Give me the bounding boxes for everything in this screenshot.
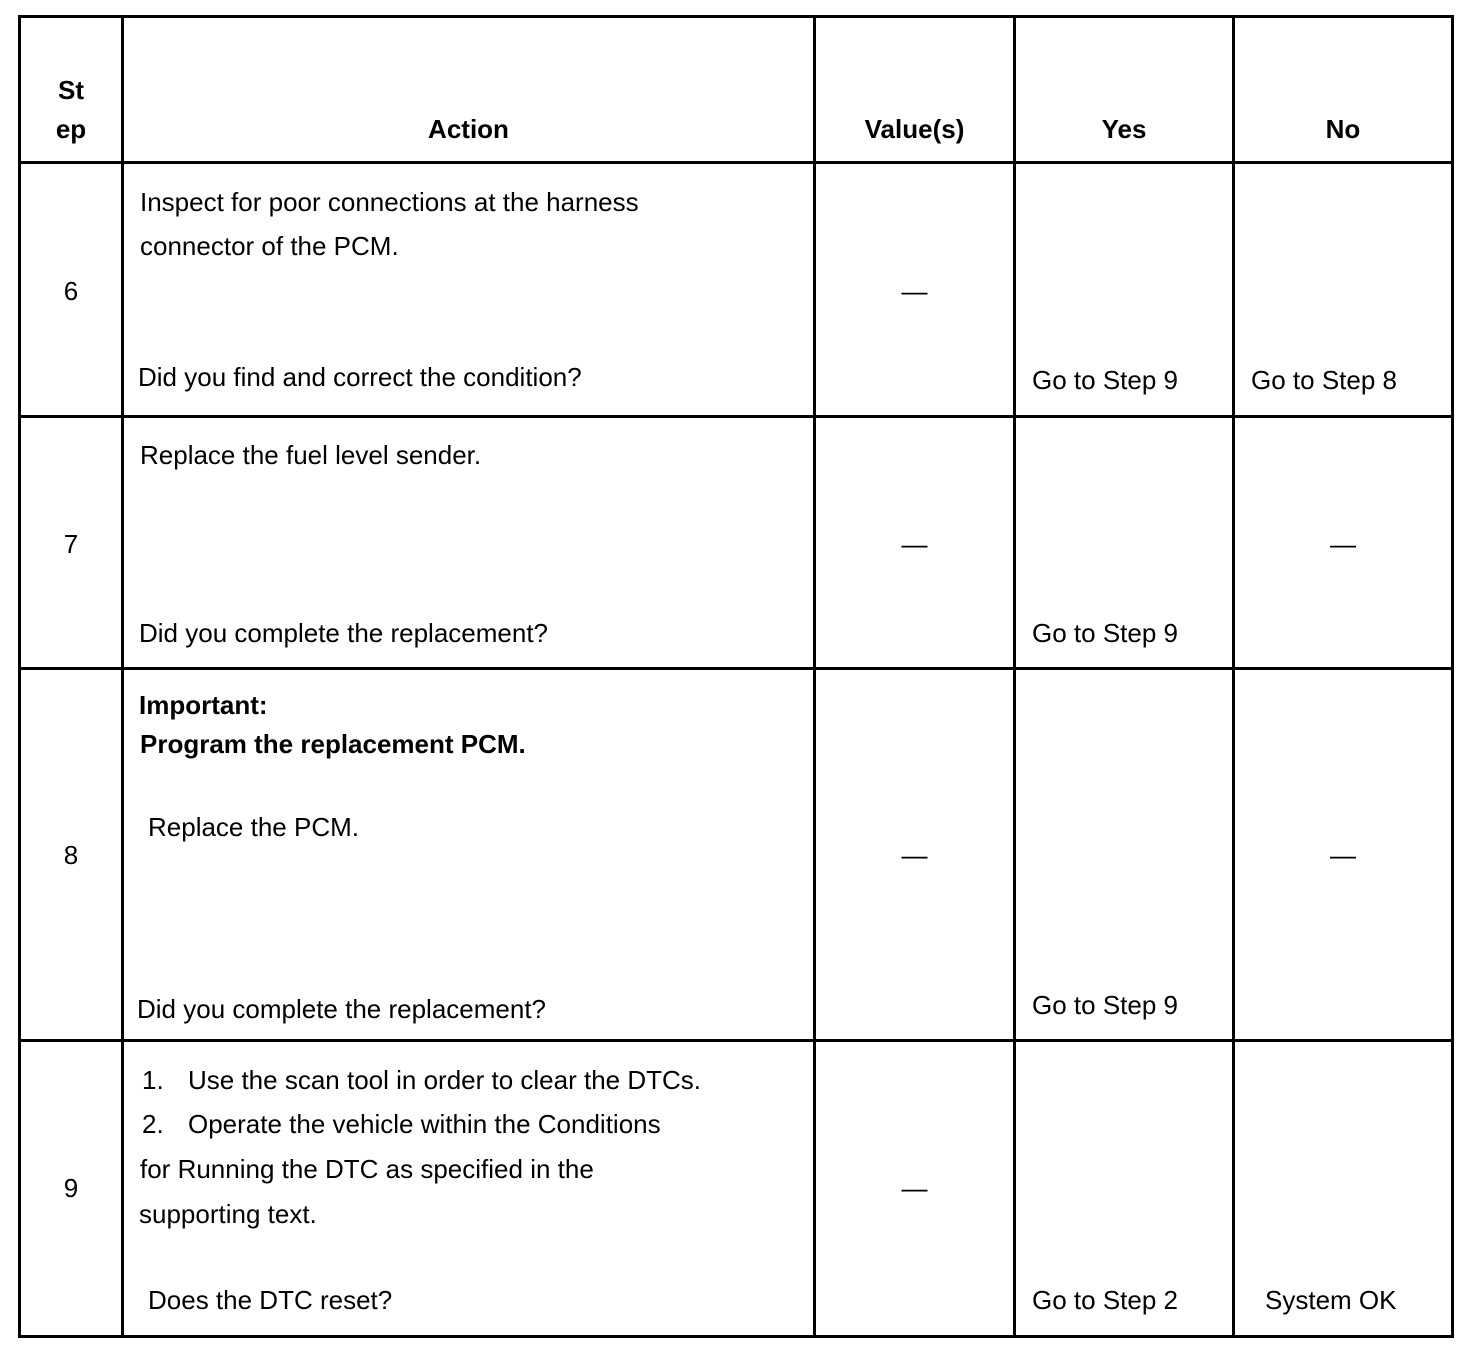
column-divider xyxy=(121,15,124,1338)
step-number: 7 xyxy=(63,529,79,559)
header-divider xyxy=(18,161,1454,164)
row-divider xyxy=(18,1039,1454,1042)
action-question: Did you complete the replacement? xyxy=(139,618,549,648)
table-border-right xyxy=(1451,15,1454,1338)
action-text: Replace the fuel level sender. xyxy=(140,440,482,470)
table-border-bottom xyxy=(18,1335,1454,1338)
action-text: Inspect for poor connections at the harness xyxy=(140,187,639,217)
header-action: Action xyxy=(428,114,509,144)
table-border-top xyxy=(18,15,1454,18)
list-item-text: Operate the vehicle within the Conditions xyxy=(188,1109,661,1139)
list-item-text: Use the scan tool in order to clear the DTCs. xyxy=(188,1065,702,1095)
important-label: Important: xyxy=(139,690,268,720)
action-text: for Running the DTC as specified in the xyxy=(140,1154,594,1184)
column-divider xyxy=(813,15,816,1338)
header-values: Value(s) xyxy=(864,114,965,144)
value-cell: — xyxy=(901,1173,928,1203)
diagnostic-table xyxy=(18,15,1454,1338)
list-item-number: 1. xyxy=(142,1065,164,1095)
step-number: 6 xyxy=(63,276,79,306)
row-divider xyxy=(18,415,1454,418)
header-step-line1: St xyxy=(58,75,84,105)
step-number: 9 xyxy=(63,1173,79,1203)
action-text: supporting text. xyxy=(139,1199,317,1229)
value-cell: — xyxy=(901,840,928,870)
action-question: Does the DTC reset? xyxy=(148,1285,393,1315)
no-outcome: Go to Step 8 xyxy=(1251,365,1397,395)
value-cell: — xyxy=(901,529,928,559)
action-question: Did you find and correct the condition? xyxy=(138,362,582,392)
yes-outcome: Go to Step 9 xyxy=(1032,618,1178,648)
value-cell: — xyxy=(901,276,928,306)
action-text: connector of the PCM. xyxy=(140,231,399,261)
column-divider xyxy=(1013,15,1016,1338)
table-border-left xyxy=(18,15,21,1338)
important-text: Program the replacement PCM. xyxy=(140,729,526,759)
no-outcome: System OK xyxy=(1265,1285,1397,1315)
action-question: Did you complete the replacement? xyxy=(137,994,547,1024)
step-number: 8 xyxy=(63,840,79,870)
row-divider xyxy=(18,667,1454,670)
column-divider xyxy=(1232,15,1235,1338)
no-outcome: — xyxy=(1330,840,1356,870)
list-item-number: 2. xyxy=(142,1109,164,1139)
action-text: Replace the PCM. xyxy=(148,812,359,842)
header-yes: Yes xyxy=(1101,114,1147,144)
no-outcome: — xyxy=(1330,529,1356,559)
yes-outcome: Go to Step 2 xyxy=(1032,1285,1178,1315)
header-step-line2: ep xyxy=(55,114,87,144)
header-no: No xyxy=(1325,114,1361,144)
yes-outcome: Go to Step 9 xyxy=(1032,990,1178,1020)
yes-outcome: Go to Step 9 xyxy=(1032,365,1178,395)
